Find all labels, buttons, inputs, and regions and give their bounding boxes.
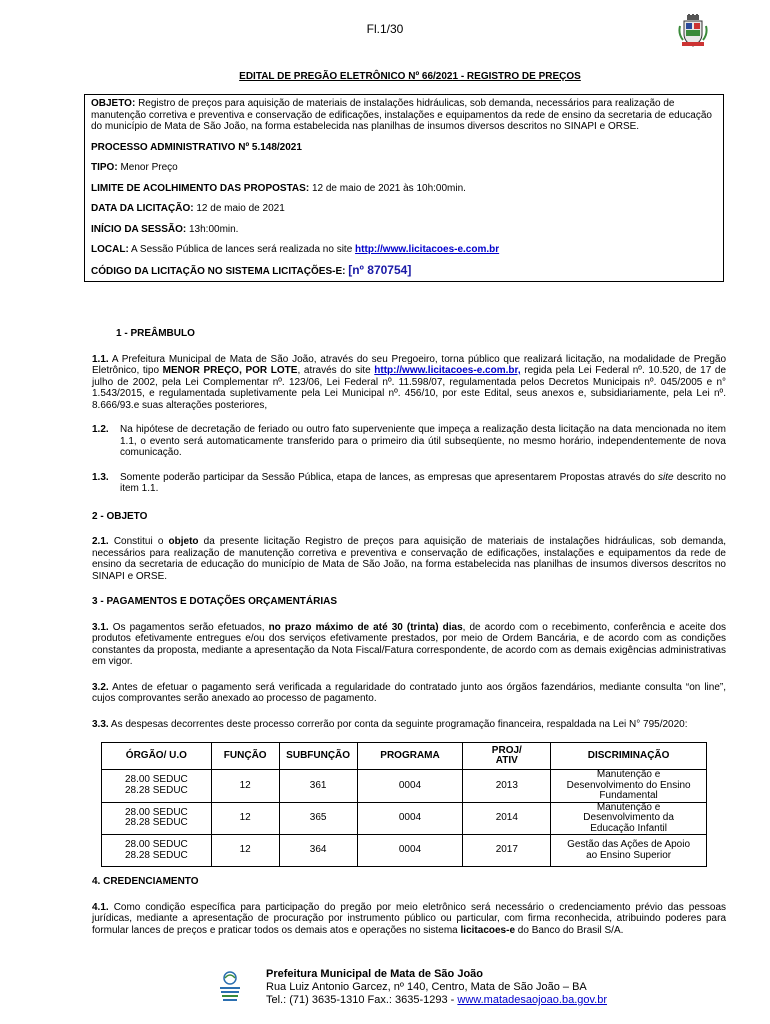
paragraph-2-1	[92, 536, 726, 582]
objeto-text: Registro de preços para aquisição de materiais de instalações hidráulicas, sob demanda, necessários para realização de manutenção corretiva e preventiva e conservação de edificações, instalações e equipamentos da rede de ensino da secretaria de educação do município de Mata de São João, na forma estabelecida nas planilhas de insumos diversos descritos no SINAPI e ORSE.	[91, 98, 712, 132]
cell-programa: 0004	[357, 835, 463, 867]
limite-value: 12 de maio de 2021 às 10h:00min.	[311, 182, 466, 194]
local-label: LOCAL:	[91, 244, 129, 255]
footer-phone: Tel.: (71) 3635-1310 Fax.: 3635-1293 -	[266, 994, 455, 1006]
cell-discriminacao: Manutenção e Desenvolvimento do Ensino Fundamental	[551, 770, 707, 803]
cell-funcao: 12	[211, 835, 279, 867]
p41-num: 4.1.	[92, 901, 109, 913]
tipo-value: Menor Preço	[120, 162, 178, 173]
data-value: 12 de maio de 2021	[196, 203, 285, 214]
p12-text: Na hipótese de decretação de feriado ou outro fato superveniente que impeça a realização desta licitação na data mencionada no item 1.1, o evento será automaticamente transferido para o primeiro dia útil subseqüente, no mesmo horário, independentemente de nova comunicação.	[120, 424, 726, 458]
cell-subfuncao: 361	[279, 770, 357, 803]
header-discriminacao: DISCRIMINAÇÃO	[551, 743, 707, 770]
p13-italic: site	[657, 471, 674, 483]
cell-subfuncao: 365	[279, 802, 357, 835]
p33-num: 3.3.	[92, 718, 109, 730]
local-link[interactable]: http://www.licitacoes-e.com.br	[355, 244, 500, 255]
cell-proj: 2017	[463, 835, 551, 867]
section-4-heading: 4. CREDENCIAMENTO	[92, 876, 199, 887]
limite	[91, 183, 719, 195]
p11-bold: MENOR PREÇO, POR LOTE	[162, 365, 298, 376]
table-header-row	[102, 743, 707, 770]
p41-bold: licitacoes-e	[460, 924, 516, 936]
p21-b: da presente licitação Registro de preços para aquisição de materiais de instalações hidráulicas, sob demanda, necessários para realização de manutenção corretiva e preventiva e conservação de edificações, instalações e equipamentos da rede de ensino da secretaria de educação do município de Mata de São João, na forma estabelecida nas planilhas de insumos diversos descritos no SINAPI e ORSE.	[92, 536, 727, 582]
cell-discriminacao: Manutenção e Desenvolvimento da Educação Infantil	[551, 802, 707, 835]
objeto-paragraph	[91, 98, 719, 133]
limite-label: LIMITE DE ACOLHIMENTO DAS PROPOSTAS:	[91, 182, 310, 194]
section-3-heading: 3 - PAGAMENTOS E DOTAÇÕES ORÇAMENTÁRIAS	[92, 596, 338, 607]
local	[91, 244, 719, 256]
p31-num: 3.1.	[92, 621, 109, 633]
tipo-label: TIPO:	[91, 162, 118, 173]
cell-discriminacao: Gestão das Ações de Apoio ao Ensino Superior	[551, 835, 707, 867]
p12-num: 1.2.	[92, 424, 109, 435]
data-licitacao	[91, 203, 719, 215]
section-2-heading: 2 - OBJETO	[92, 510, 148, 522]
header-proj-ativ: PROJ/ ATIV	[463, 743, 551, 770]
p32-text: Antes de efetuar o pagamento será verificada a regularidade do contratado junto aos órgãos fazendários, mediante consulta “on line”, cujos comprovantes serão anexado ao processo de pagamento.	[92, 681, 726, 704]
tipo	[91, 162, 719, 174]
p41-b: do Banco do Brasil S/A.	[517, 924, 624, 936]
document-body	[92, 328, 726, 730]
cell-orgao: 28.00 SEDUC 28.28 SEDUC	[102, 802, 212, 835]
paragraph-3-2	[92, 682, 726, 705]
p21-num: 2.1.	[92, 536, 109, 547]
paragraph-4-1	[92, 902, 726, 937]
paragraph-3-1	[92, 622, 726, 668]
p21-a: Constitui o	[113, 536, 164, 547]
codigo-label: CÓDIGO DA LICITAÇÃO NO SISTEMA LICITAÇÕES-E:	[91, 265, 346, 277]
p41-a: Como condição específica para participação do pregão por meio eletrônico será necessário o credenciamento prévio das pessoas jurídicas, mediante a apresentação de procuração por instrumento público ou particular, com firma reconhecida, atribuindo poderes para formular lances de preços e praticar todos os demais atos e operações no sistema	[92, 901, 727, 936]
p11-a: A Prefeitura Municipal de Mata de São João, através do seu Pregoeiro, torna público que realizará licitação, na modalidade de Pregão Eletrônico, tipo	[92, 353, 727, 376]
paragraph-1-2	[92, 424, 726, 459]
footer-contact	[266, 994, 607, 1007]
cell-proj: 2014	[463, 802, 551, 835]
p31-b: , de acordo com o recebimento, conferência e aceite dos produtos efetivamente entregues e/ou dos serviços efetivamente prestados, por meio de Ordem Bancária, e de acordo com as condições constantes da proposta, mediante a apresentação da Nota Fiscal/Fatura correspondente, de acordo com as demais exigências administrativas em vigor.	[92, 621, 727, 667]
p13-b: descrito no item 1.1.	[120, 471, 726, 494]
inicio-value: 13h:00min.	[188, 223, 239, 235]
p11-link[interactable]: http://www.licitacoes-e.com.br,	[374, 365, 521, 376]
municipal-crest-icon	[678, 14, 708, 48]
p13-a: Somente poderão participar da Sessão Pública, etapa de lances, as empresas que apresentarem Propostas através do	[120, 471, 655, 483]
codigo-value: [nº 870754]	[348, 262, 412, 277]
header-orgao: ÓRGÃO/ U.O	[102, 743, 212, 770]
document-title: EDITAL DE PREGÃO ELETRÔNICO Nº 66/2021 - REGISTRO DE PREÇOS	[239, 71, 581, 82]
footer-text	[266, 968, 607, 1007]
p11-num: 1.1.	[92, 353, 109, 365]
cell-proj: 2013	[463, 770, 551, 803]
municipal-logo-icon	[216, 970, 244, 1004]
cell-orgao: 28.00 SEDUC 28.28 SEDUC	[102, 835, 212, 867]
footer-org: Prefeitura Municipal de Mata de São João	[266, 968, 483, 980]
table-row	[102, 770, 707, 803]
cell-programa: 0004	[357, 802, 463, 835]
p13-num: 1.3.	[92, 471, 109, 483]
inicio-sessao	[91, 224, 719, 236]
inicio-label: INÍCIO DA SESSÃO:	[91, 223, 187, 235]
p21-bold: objeto	[168, 536, 199, 547]
p33-text: As despesas decorrentes deste processo correrão por conta da seguinte programação financeira, respaldada na Lei N° 795/2020:	[110, 718, 688, 730]
header-subfuncao: SUBFUNÇÃO	[279, 743, 357, 770]
data-label: DATA DA LICITAÇÃO:	[91, 203, 194, 214]
cell-subfuncao: 364	[279, 835, 357, 867]
paragraph-3-3	[92, 719, 726, 731]
processo: PROCESSO ADMINISTRATIVO Nº 5.148/2021	[91, 141, 302, 153]
header-funcao: FUNÇÃO	[211, 743, 279, 770]
cell-funcao: 12	[211, 802, 279, 835]
objeto-label: OBJETO:	[91, 98, 136, 109]
section-1-heading: 1 - PREÂMBULO	[116, 328, 195, 339]
page-number: Fl.1/30	[366, 22, 404, 36]
p32-num: 3.2.	[92, 681, 109, 693]
p13-text	[120, 472, 726, 495]
summary-box	[84, 94, 724, 282]
paragraph-1-1	[92, 354, 726, 412]
p11-b: , através do site	[297, 365, 371, 376]
cell-programa: 0004	[357, 770, 463, 803]
p31-a: Os pagamentos serão efetuados,	[112, 621, 265, 633]
cell-funcao: 12	[211, 770, 279, 803]
footer-address: Rua Luiz Antonio Garcez, nº 140, Centro, Mata de São João – BA	[266, 981, 587, 993]
p11-c: regida pela Lei Federal nº. 10.520, de 17 de julho de 2002, pela Lei Complementar nº. 123/06, Lei Federal nº. 11.598/07, regulamentada pelos Decretos Municipais nº. 045/2005 e n° 1.543/2015, e regulamentada supletivamente pela Lei Municipal nº. 456/10, por este Edital, seus anexos e, subsidiariamente, pela Lei nº. 8.666/93.e suas alterações posteriores,	[92, 365, 727, 411]
header-programa: PROGRAMA	[357, 743, 463, 770]
local-text: A Sessão Pública de lances será realizada no site	[131, 244, 353, 255]
footer-site-link[interactable]: www.matadesaojoao.ba.gov.br	[457, 994, 608, 1006]
codigo	[91, 262, 719, 278]
paragraph-1-3	[92, 472, 726, 495]
budget-table	[101, 742, 707, 867]
cell-orgao: 28.00 SEDUC 28.28 SEDUC	[102, 770, 212, 803]
table-row	[102, 835, 707, 867]
document-body-continued	[92, 876, 726, 936]
p31-bold: no prazo máximo de até 30 (trinta) dias	[268, 621, 463, 633]
table-row	[102, 802, 707, 835]
